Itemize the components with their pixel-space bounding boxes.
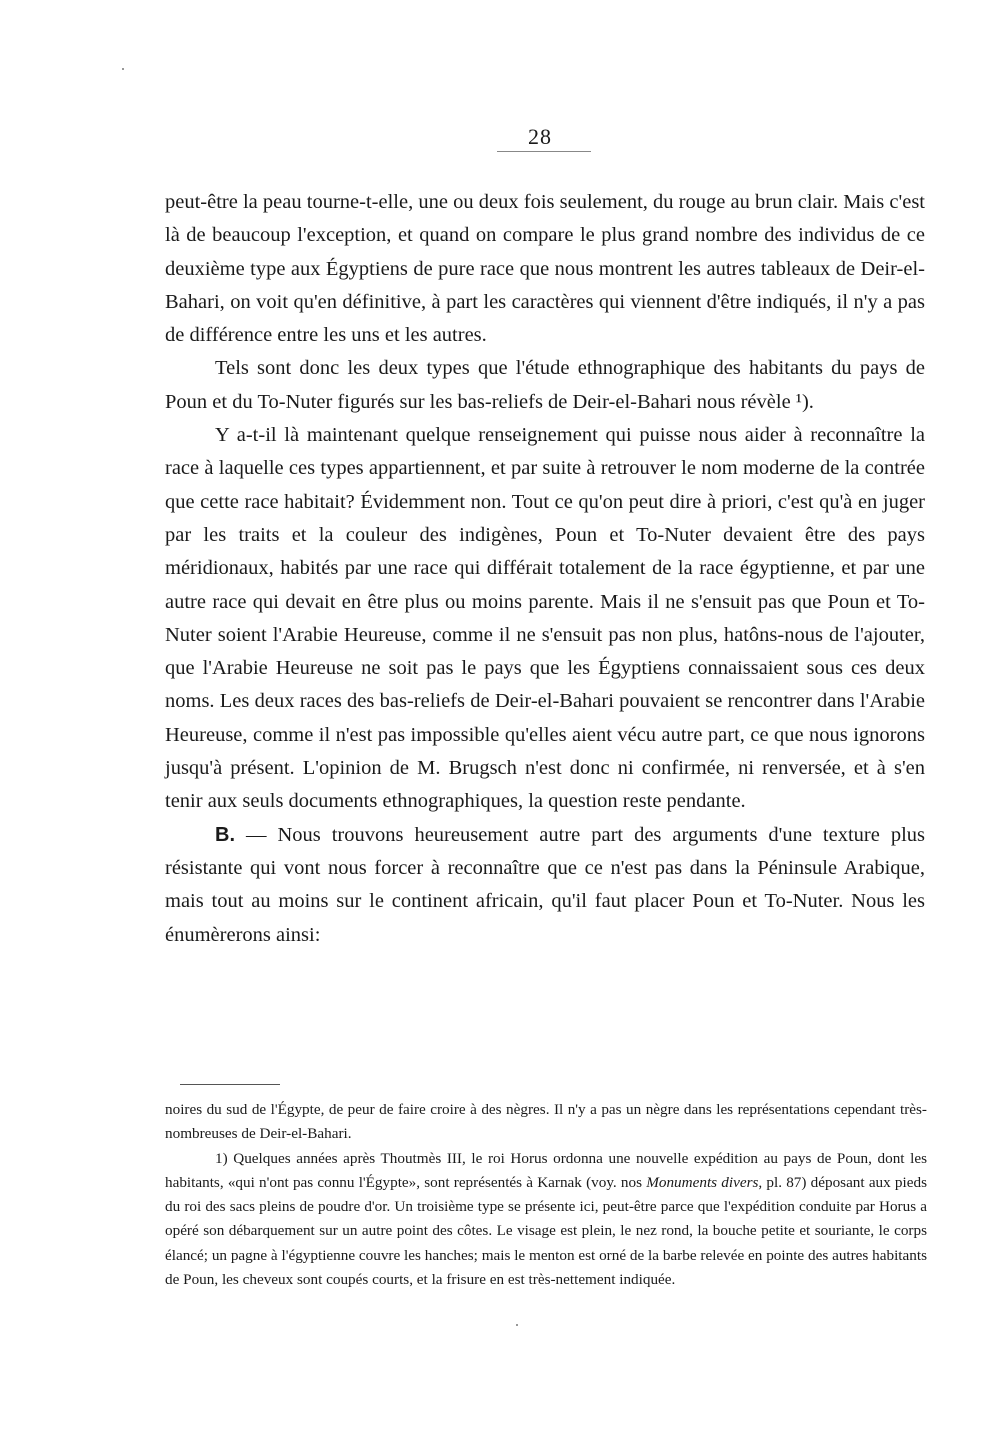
scan-speck [516,1324,518,1326]
page-number-rule [497,151,591,152]
footnote-1-italic: Monuments divers [646,1173,759,1191]
paragraph-section-b [165,819,925,952]
scan-speck [122,68,124,70]
footnote-continuation: noires du sud de l'Égypte, de peur de faire croire à des nègres. Il n'y a pas un nègre dans les représentations cependant très-nombreuses de Deir-el-Bahari. [165,1101,927,1143]
footnotes [165,1098,927,1292]
footnote-1 [165,1147,927,1293]
footnote-1-text-b: , pl. 87) déposant aux pieds du roi des sacs pleins de poudre d'or. Un troisième type se présente ici, peut-être parce que l'expédition conduite par Horus a opéré son débarquement sur un autre point des côtes. Le visage est plein, le nez rond, la bouche petite et souriante, le corps élancé; un pagne à l'égyptienne couvre les hanches; mais le menton est orné de la barbe relevée en pointe des autres habitants de Poun, les cheveux sont coupés courts, et la frisure en est très-nettement indiquée. [165,1173,927,1289]
main-text [165,186,925,952]
paragraph-1: peut-être la peau tourne-t-elle, une ou deux fois seulement, du rouge au brun clair. Mais c'est là de beaucoup l'exception, et quand on compare le plus grand nombre des individus de ce deuxième type aux Égyptiens de pure race que nous montrent les autres tableaux de Deir-el-Bahari, on voit qu'en définitive, à part les caractères qui viennent d'être indiqués, il n'y a pas de différence entre les uns et les autres. [165,191,925,347]
page-number: 28 [528,124,552,149]
footnote-rule [180,1084,280,1085]
section-b-label: B. [215,823,235,846]
paragraph-2: Tels sont donc les deux types que l'étude ethnographique des habitants du pays de Poun et du To-Nuter figurés sur les bas-reliefs de Deir-el-Bahari nous révèle ¹). [165,357,925,413]
section-b-text: — Nous trouvons heureusement autre part des arguments d'une texture plus résistante qui vont nous forcer à reconnaître que ce n'est pas dans la Péninsule Arabique, mais tout au moins sur le continent africain, qu'il faut placer Poun et To-Nuter. Nous les énumèrerons ainsi: [165,823,925,946]
footnote-1-text-a: 1) Quelques années après Thoutmès III, le roi Horus ordonna une nouvelle expédition au pays de Poun, dont les habitants, «qui n'ont pas connu l'Égypte», sont représentés à Karnak (voy. nos [165,1149,927,1191]
paragraph-3: Y a-t-il là maintenant quelque renseignement qui puisse nous aider à reconnaître la race à laquelle ces types appartiennent, et par suite à retrouver le nom moderne de la contrée que cette race habitait? Évidemment non. Tout ce qu'on peut dire à priori, c'est qu'à en juger par les traits et la couleur des indigènes, Poun et To-Nuter devaient être des pays méridionaux, habités par une race qui différait totalement de la race égyptienne, et par une autre race qui devait en être plus ou moins parente. Mais il ne s'ensuit pas que Poun et To-Nuter soient l'Arabie Heureuse, comme il ne s'ensuit pas non plus, hatôns-nous de l'ajouter, que l'Arabie Heureuse ne soit pas le pays que les Égyptiens connaissaient sous ces deux noms. Les deux races des bas-reliefs de Deir-el-Bahari pouvaient se rencontrer dans l'Arabie Heureuse, comme il n'est pas impossible qu'elles aient vécu autre part, ce que nous ignorons jusqu'à présent. L'opinion de M. Brugsch n'est donc ni confirmée, ni renversée, et à s'en tenir aux seuls documents ethnographiques, la question reste pendante. [165,424,925,813]
